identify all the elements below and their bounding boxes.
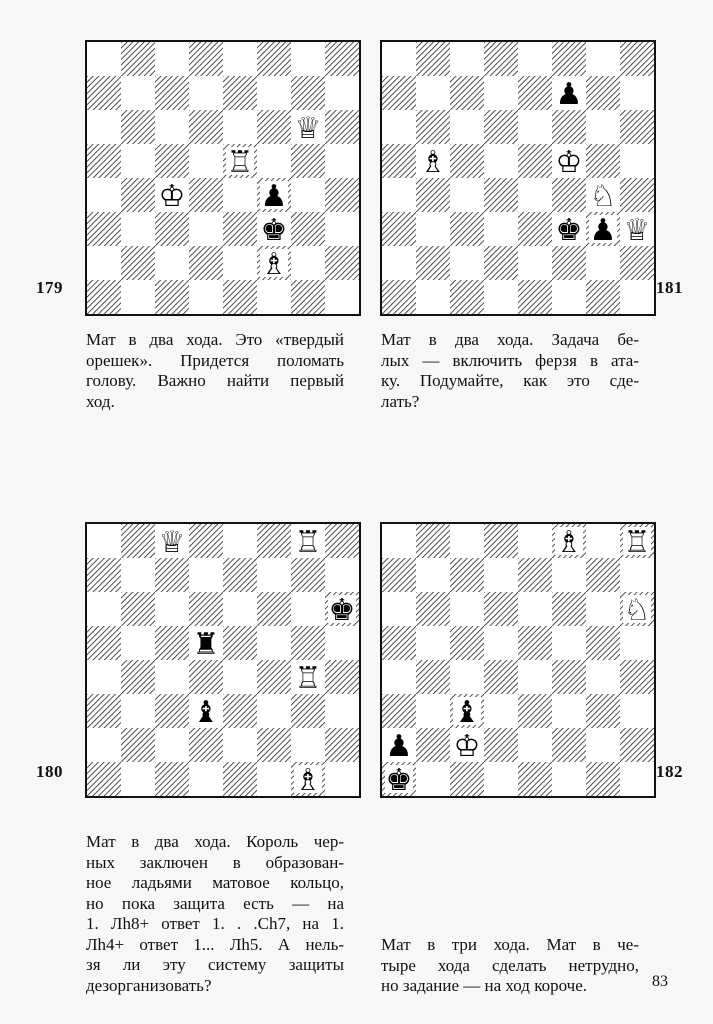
light-square bbox=[189, 76, 223, 110]
dark-square bbox=[518, 558, 552, 592]
black-pawn-icon: ♟ bbox=[385, 729, 413, 764]
dark-square bbox=[586, 558, 620, 592]
dark-square bbox=[155, 76, 189, 110]
dark-square bbox=[325, 524, 359, 558]
light-square bbox=[484, 762, 518, 796]
black-pawn-icon: ♟ bbox=[260, 179, 288, 214]
white-knight-icon: ♘ bbox=[589, 179, 617, 214]
dark-square bbox=[223, 280, 257, 314]
dark-square bbox=[620, 178, 654, 212]
dark-square bbox=[382, 144, 416, 178]
caption-line: Мат в два хода. Это «твердый bbox=[86, 330, 344, 349]
light-square bbox=[450, 246, 484, 280]
board-182 bbox=[380, 522, 656, 798]
white-rook-icon: ♖ bbox=[294, 661, 322, 696]
dark-square bbox=[223, 762, 257, 796]
dark-square bbox=[257, 728, 291, 762]
white-queen-icon: ♕ bbox=[623, 213, 651, 248]
white-bishop-icon: ♗ bbox=[555, 525, 583, 560]
dark-square bbox=[552, 660, 586, 694]
dark-square bbox=[450, 762, 484, 796]
dark-square bbox=[382, 626, 416, 660]
dark-square bbox=[291, 76, 325, 110]
dark-square bbox=[484, 592, 518, 626]
light-square bbox=[586, 524, 620, 558]
dark-square bbox=[416, 728, 450, 762]
light-square bbox=[189, 144, 223, 178]
light-square bbox=[518, 524, 552, 558]
dark-square bbox=[87, 694, 121, 728]
black-king-icon: ♚ bbox=[385, 763, 413, 796]
caption-line: лать? bbox=[381, 391, 420, 411]
light-square bbox=[155, 660, 189, 694]
black-bishop-icon: ♝ bbox=[453, 695, 481, 730]
light-square bbox=[155, 246, 189, 280]
dark-square bbox=[552, 110, 586, 144]
dark-square bbox=[518, 626, 552, 660]
dark-square bbox=[121, 660, 155, 694]
dark-square bbox=[518, 694, 552, 728]
dark-square bbox=[291, 626, 325, 660]
white-queen-icon: ♕ bbox=[294, 111, 322, 146]
dark-square bbox=[291, 280, 325, 314]
dark-square bbox=[189, 246, 223, 280]
light-square bbox=[121, 626, 155, 660]
dark-square bbox=[121, 246, 155, 280]
dark-square bbox=[416, 42, 450, 76]
light-square bbox=[552, 280, 586, 314]
light-square bbox=[518, 728, 552, 762]
light-square bbox=[416, 212, 450, 246]
light-square bbox=[484, 144, 518, 178]
dark-square bbox=[189, 728, 223, 762]
light-square bbox=[257, 144, 291, 178]
caption-line: Мат в три хода. Мат в че- bbox=[381, 935, 639, 954]
light-square bbox=[87, 592, 121, 626]
caption-180 bbox=[86, 832, 344, 996]
caption-line: 1. Лh8+ ответ 1. . .Сh7, на 1. bbox=[86, 914, 344, 933]
white-rook-icon: ♖ bbox=[226, 145, 254, 180]
caption-line: лых — включить ферзя в ата- bbox=[381, 350, 639, 370]
light-square bbox=[257, 762, 291, 796]
light-square bbox=[552, 694, 586, 728]
dark-square bbox=[189, 42, 223, 76]
light-square bbox=[484, 694, 518, 728]
light-square bbox=[325, 626, 359, 660]
light-square bbox=[620, 762, 654, 796]
dark-square bbox=[121, 592, 155, 626]
light-square bbox=[450, 524, 484, 558]
caption-line: дезорганизовать? bbox=[86, 975, 212, 995]
light-square bbox=[257, 694, 291, 728]
dark-square bbox=[518, 280, 552, 314]
dark-square bbox=[552, 178, 586, 212]
dark-square bbox=[382, 76, 416, 110]
light-square bbox=[87, 110, 121, 144]
light-square bbox=[416, 762, 450, 796]
dark-square bbox=[484, 660, 518, 694]
dark-square bbox=[552, 42, 586, 76]
white-rook-icon: ♖ bbox=[623, 525, 651, 560]
dark-square bbox=[484, 42, 518, 76]
light-square bbox=[484, 280, 518, 314]
dark-square bbox=[121, 42, 155, 76]
dark-square bbox=[450, 558, 484, 592]
light-square bbox=[416, 280, 450, 314]
dark-square bbox=[155, 762, 189, 796]
dark-square bbox=[620, 660, 654, 694]
light-square bbox=[223, 178, 257, 212]
dark-square bbox=[325, 728, 359, 762]
dark-square bbox=[450, 280, 484, 314]
problem-number-182: 182 bbox=[656, 762, 683, 781]
dark-square bbox=[586, 280, 620, 314]
white-rook-icon: ♖ bbox=[294, 525, 322, 560]
light-square bbox=[223, 42, 257, 76]
light-square bbox=[189, 558, 223, 592]
light-square bbox=[620, 558, 654, 592]
dark-square bbox=[484, 110, 518, 144]
dark-square bbox=[257, 42, 291, 76]
dark-square bbox=[87, 762, 121, 796]
caption-line: Лh4+ ответ 1... Лh5. А нель- bbox=[86, 934, 344, 954]
light-square bbox=[257, 558, 291, 592]
light-square bbox=[382, 246, 416, 280]
white-queen-icon: ♕ bbox=[158, 525, 186, 560]
light-square bbox=[518, 110, 552, 144]
dark-square bbox=[484, 178, 518, 212]
dark-square bbox=[552, 728, 586, 762]
dark-square bbox=[552, 592, 586, 626]
light-square bbox=[87, 42, 121, 76]
light-square bbox=[552, 626, 586, 660]
dark-square bbox=[189, 660, 223, 694]
dark-square bbox=[416, 178, 450, 212]
dark-square bbox=[155, 212, 189, 246]
dark-square bbox=[586, 76, 620, 110]
light-square bbox=[450, 42, 484, 76]
light-square bbox=[325, 558, 359, 592]
dark-square bbox=[87, 280, 121, 314]
light-square bbox=[484, 212, 518, 246]
dark-square bbox=[382, 694, 416, 728]
light-square bbox=[291, 592, 325, 626]
caption-line: ное ладьями матовое кольцо, bbox=[86, 873, 344, 892]
light-square bbox=[382, 110, 416, 144]
dark-square bbox=[518, 762, 552, 796]
dark-square bbox=[620, 246, 654, 280]
caption-line: ных заключен в образован- bbox=[86, 852, 344, 872]
light-square bbox=[586, 110, 620, 144]
light-square bbox=[450, 592, 484, 626]
light-square bbox=[121, 558, 155, 592]
problem-number-181: 181 bbox=[656, 278, 683, 297]
dark-square bbox=[291, 694, 325, 728]
dark-square bbox=[257, 660, 291, 694]
dark-square bbox=[484, 728, 518, 762]
dark-square bbox=[518, 144, 552, 178]
dark-square bbox=[586, 144, 620, 178]
light-square bbox=[121, 762, 155, 796]
light-square bbox=[552, 558, 586, 592]
light-square bbox=[189, 212, 223, 246]
caption-line: тыре хода сделать нетрудно, bbox=[381, 955, 639, 975]
light-square bbox=[257, 76, 291, 110]
light-square bbox=[325, 694, 359, 728]
light-square bbox=[291, 246, 325, 280]
dark-square bbox=[325, 42, 359, 76]
caption-181 bbox=[381, 330, 639, 412]
dark-square bbox=[620, 42, 654, 76]
light-square bbox=[382, 660, 416, 694]
light-square bbox=[484, 626, 518, 660]
dark-square bbox=[586, 626, 620, 660]
dark-square bbox=[325, 246, 359, 280]
caption-line: ход. bbox=[86, 391, 115, 411]
dark-square bbox=[121, 524, 155, 558]
light-square bbox=[87, 660, 121, 694]
dark-square bbox=[450, 76, 484, 110]
dark-square bbox=[223, 76, 257, 110]
caption-line: но пока защита есть — на bbox=[86, 893, 344, 913]
caption-line: Мат в два хода. Задача бе- bbox=[381, 330, 639, 349]
dark-square bbox=[416, 110, 450, 144]
light-square bbox=[586, 42, 620, 76]
light-square bbox=[325, 144, 359, 178]
dark-square bbox=[155, 558, 189, 592]
light-square bbox=[121, 212, 155, 246]
dark-square bbox=[620, 728, 654, 762]
light-square bbox=[223, 524, 257, 558]
dark-square bbox=[257, 592, 291, 626]
light-square bbox=[518, 660, 552, 694]
dark-square bbox=[416, 524, 450, 558]
dark-square bbox=[382, 558, 416, 592]
dark-square bbox=[223, 558, 257, 592]
dark-square bbox=[155, 626, 189, 660]
dark-square bbox=[518, 212, 552, 246]
dark-square bbox=[450, 212, 484, 246]
light-square bbox=[382, 42, 416, 76]
page-number: 83 bbox=[652, 973, 668, 990]
light-square bbox=[620, 694, 654, 728]
light-square bbox=[223, 728, 257, 762]
dark-square bbox=[416, 660, 450, 694]
light-square bbox=[484, 558, 518, 592]
dark-square bbox=[586, 762, 620, 796]
light-square bbox=[223, 592, 257, 626]
light-square bbox=[552, 762, 586, 796]
dark-square bbox=[189, 524, 223, 558]
light-square bbox=[223, 660, 257, 694]
light-square bbox=[382, 178, 416, 212]
problem-number-179: 179 bbox=[36, 278, 63, 297]
black-king-icon: ♚ bbox=[555, 213, 583, 248]
light-square bbox=[155, 110, 189, 144]
white-king-icon: ♔ bbox=[555, 145, 583, 180]
dark-square bbox=[382, 212, 416, 246]
dark-square bbox=[87, 626, 121, 660]
caption-line: зя ли эту систему защиты bbox=[86, 955, 344, 974]
light-square bbox=[121, 280, 155, 314]
black-bishop-icon: ♝ bbox=[192, 695, 220, 730]
black-pawn-icon: ♟ bbox=[589, 213, 617, 248]
dark-square bbox=[450, 626, 484, 660]
caption-182 bbox=[381, 935, 639, 997]
dark-square bbox=[620, 110, 654, 144]
light-square bbox=[450, 110, 484, 144]
caption-line: но задание — на ход короче. bbox=[381, 976, 588, 995]
dark-square bbox=[484, 246, 518, 280]
light-square bbox=[189, 280, 223, 314]
light-square bbox=[325, 762, 359, 796]
caption-line: орешек». Придется поломать bbox=[86, 350, 344, 370]
light-square bbox=[155, 728, 189, 762]
dark-square bbox=[382, 280, 416, 314]
dark-square bbox=[155, 694, 189, 728]
caption-line: ку. Подумайте, как это сде- bbox=[381, 371, 639, 390]
light-square bbox=[325, 76, 359, 110]
dark-square bbox=[518, 76, 552, 110]
light-square bbox=[121, 76, 155, 110]
light-square bbox=[620, 76, 654, 110]
light-square bbox=[484, 76, 518, 110]
dark-square bbox=[121, 178, 155, 212]
light-square bbox=[586, 660, 620, 694]
light-square bbox=[189, 762, 223, 796]
white-king-icon: ♔ bbox=[453, 729, 481, 764]
light-square bbox=[87, 728, 121, 762]
light-square bbox=[291, 728, 325, 762]
dark-square bbox=[87, 558, 121, 592]
light-square bbox=[155, 592, 189, 626]
light-square bbox=[382, 524, 416, 558]
white-king-icon: ♔ bbox=[158, 179, 186, 214]
white-bishop-icon: ♗ bbox=[419, 145, 447, 180]
light-square bbox=[620, 144, 654, 178]
dark-square bbox=[121, 728, 155, 762]
black-rook-icon: ♜ bbox=[192, 627, 220, 662]
white-bishop-icon: ♗ bbox=[260, 247, 288, 282]
light-square bbox=[518, 178, 552, 212]
caption-line: голову. Важно найти первый bbox=[86, 371, 344, 390]
dark-square bbox=[87, 144, 121, 178]
dark-square bbox=[291, 212, 325, 246]
light-square bbox=[416, 626, 450, 660]
dark-square bbox=[291, 558, 325, 592]
light-square bbox=[87, 246, 121, 280]
board-179 bbox=[85, 40, 361, 316]
dark-square bbox=[189, 110, 223, 144]
dark-square bbox=[223, 212, 257, 246]
light-square bbox=[586, 728, 620, 762]
light-square bbox=[121, 694, 155, 728]
dark-square bbox=[586, 694, 620, 728]
dark-square bbox=[189, 592, 223, 626]
dark-square bbox=[450, 144, 484, 178]
board-181 bbox=[380, 40, 656, 316]
dark-square bbox=[552, 246, 586, 280]
dark-square bbox=[325, 110, 359, 144]
light-square bbox=[416, 76, 450, 110]
light-square bbox=[518, 42, 552, 76]
dark-square bbox=[223, 694, 257, 728]
dark-square bbox=[155, 144, 189, 178]
dark-square bbox=[155, 280, 189, 314]
dark-square bbox=[257, 110, 291, 144]
light-square bbox=[155, 42, 189, 76]
dark-square bbox=[257, 524, 291, 558]
light-square bbox=[382, 592, 416, 626]
dark-square bbox=[87, 76, 121, 110]
light-square bbox=[325, 212, 359, 246]
light-square bbox=[121, 144, 155, 178]
dark-square bbox=[325, 660, 359, 694]
caption-line: Мат в два хода. Король чер- bbox=[86, 832, 344, 851]
light-square bbox=[450, 178, 484, 212]
dark-square bbox=[189, 178, 223, 212]
light-square bbox=[257, 280, 291, 314]
light-square bbox=[416, 694, 450, 728]
light-square bbox=[291, 42, 325, 76]
light-square bbox=[257, 626, 291, 660]
light-square bbox=[450, 660, 484, 694]
dark-square bbox=[223, 626, 257, 660]
dark-square bbox=[121, 110, 155, 144]
light-square bbox=[586, 592, 620, 626]
light-square bbox=[586, 246, 620, 280]
light-square bbox=[325, 280, 359, 314]
dark-square bbox=[416, 246, 450, 280]
board-180 bbox=[85, 522, 361, 798]
dark-square bbox=[416, 592, 450, 626]
light-square bbox=[518, 246, 552, 280]
caption-179 bbox=[86, 330, 344, 412]
light-square bbox=[620, 280, 654, 314]
white-bishop-icon: ♗ bbox=[294, 763, 322, 796]
white-knight-icon: ♘ bbox=[623, 593, 651, 628]
black-pawn-icon: ♟ bbox=[555, 77, 583, 112]
light-square bbox=[223, 110, 257, 144]
dark-square bbox=[291, 144, 325, 178]
dark-square bbox=[325, 178, 359, 212]
dark-square bbox=[87, 212, 121, 246]
problem-number-180: 180 bbox=[36, 762, 63, 781]
black-king-icon: ♚ bbox=[328, 593, 356, 628]
light-square bbox=[620, 626, 654, 660]
light-square bbox=[518, 592, 552, 626]
light-square bbox=[416, 558, 450, 592]
light-square bbox=[87, 524, 121, 558]
light-square bbox=[87, 178, 121, 212]
black-king-icon: ♚ bbox=[260, 213, 288, 248]
dark-square bbox=[484, 524, 518, 558]
light-square bbox=[291, 178, 325, 212]
light-square bbox=[223, 246, 257, 280]
